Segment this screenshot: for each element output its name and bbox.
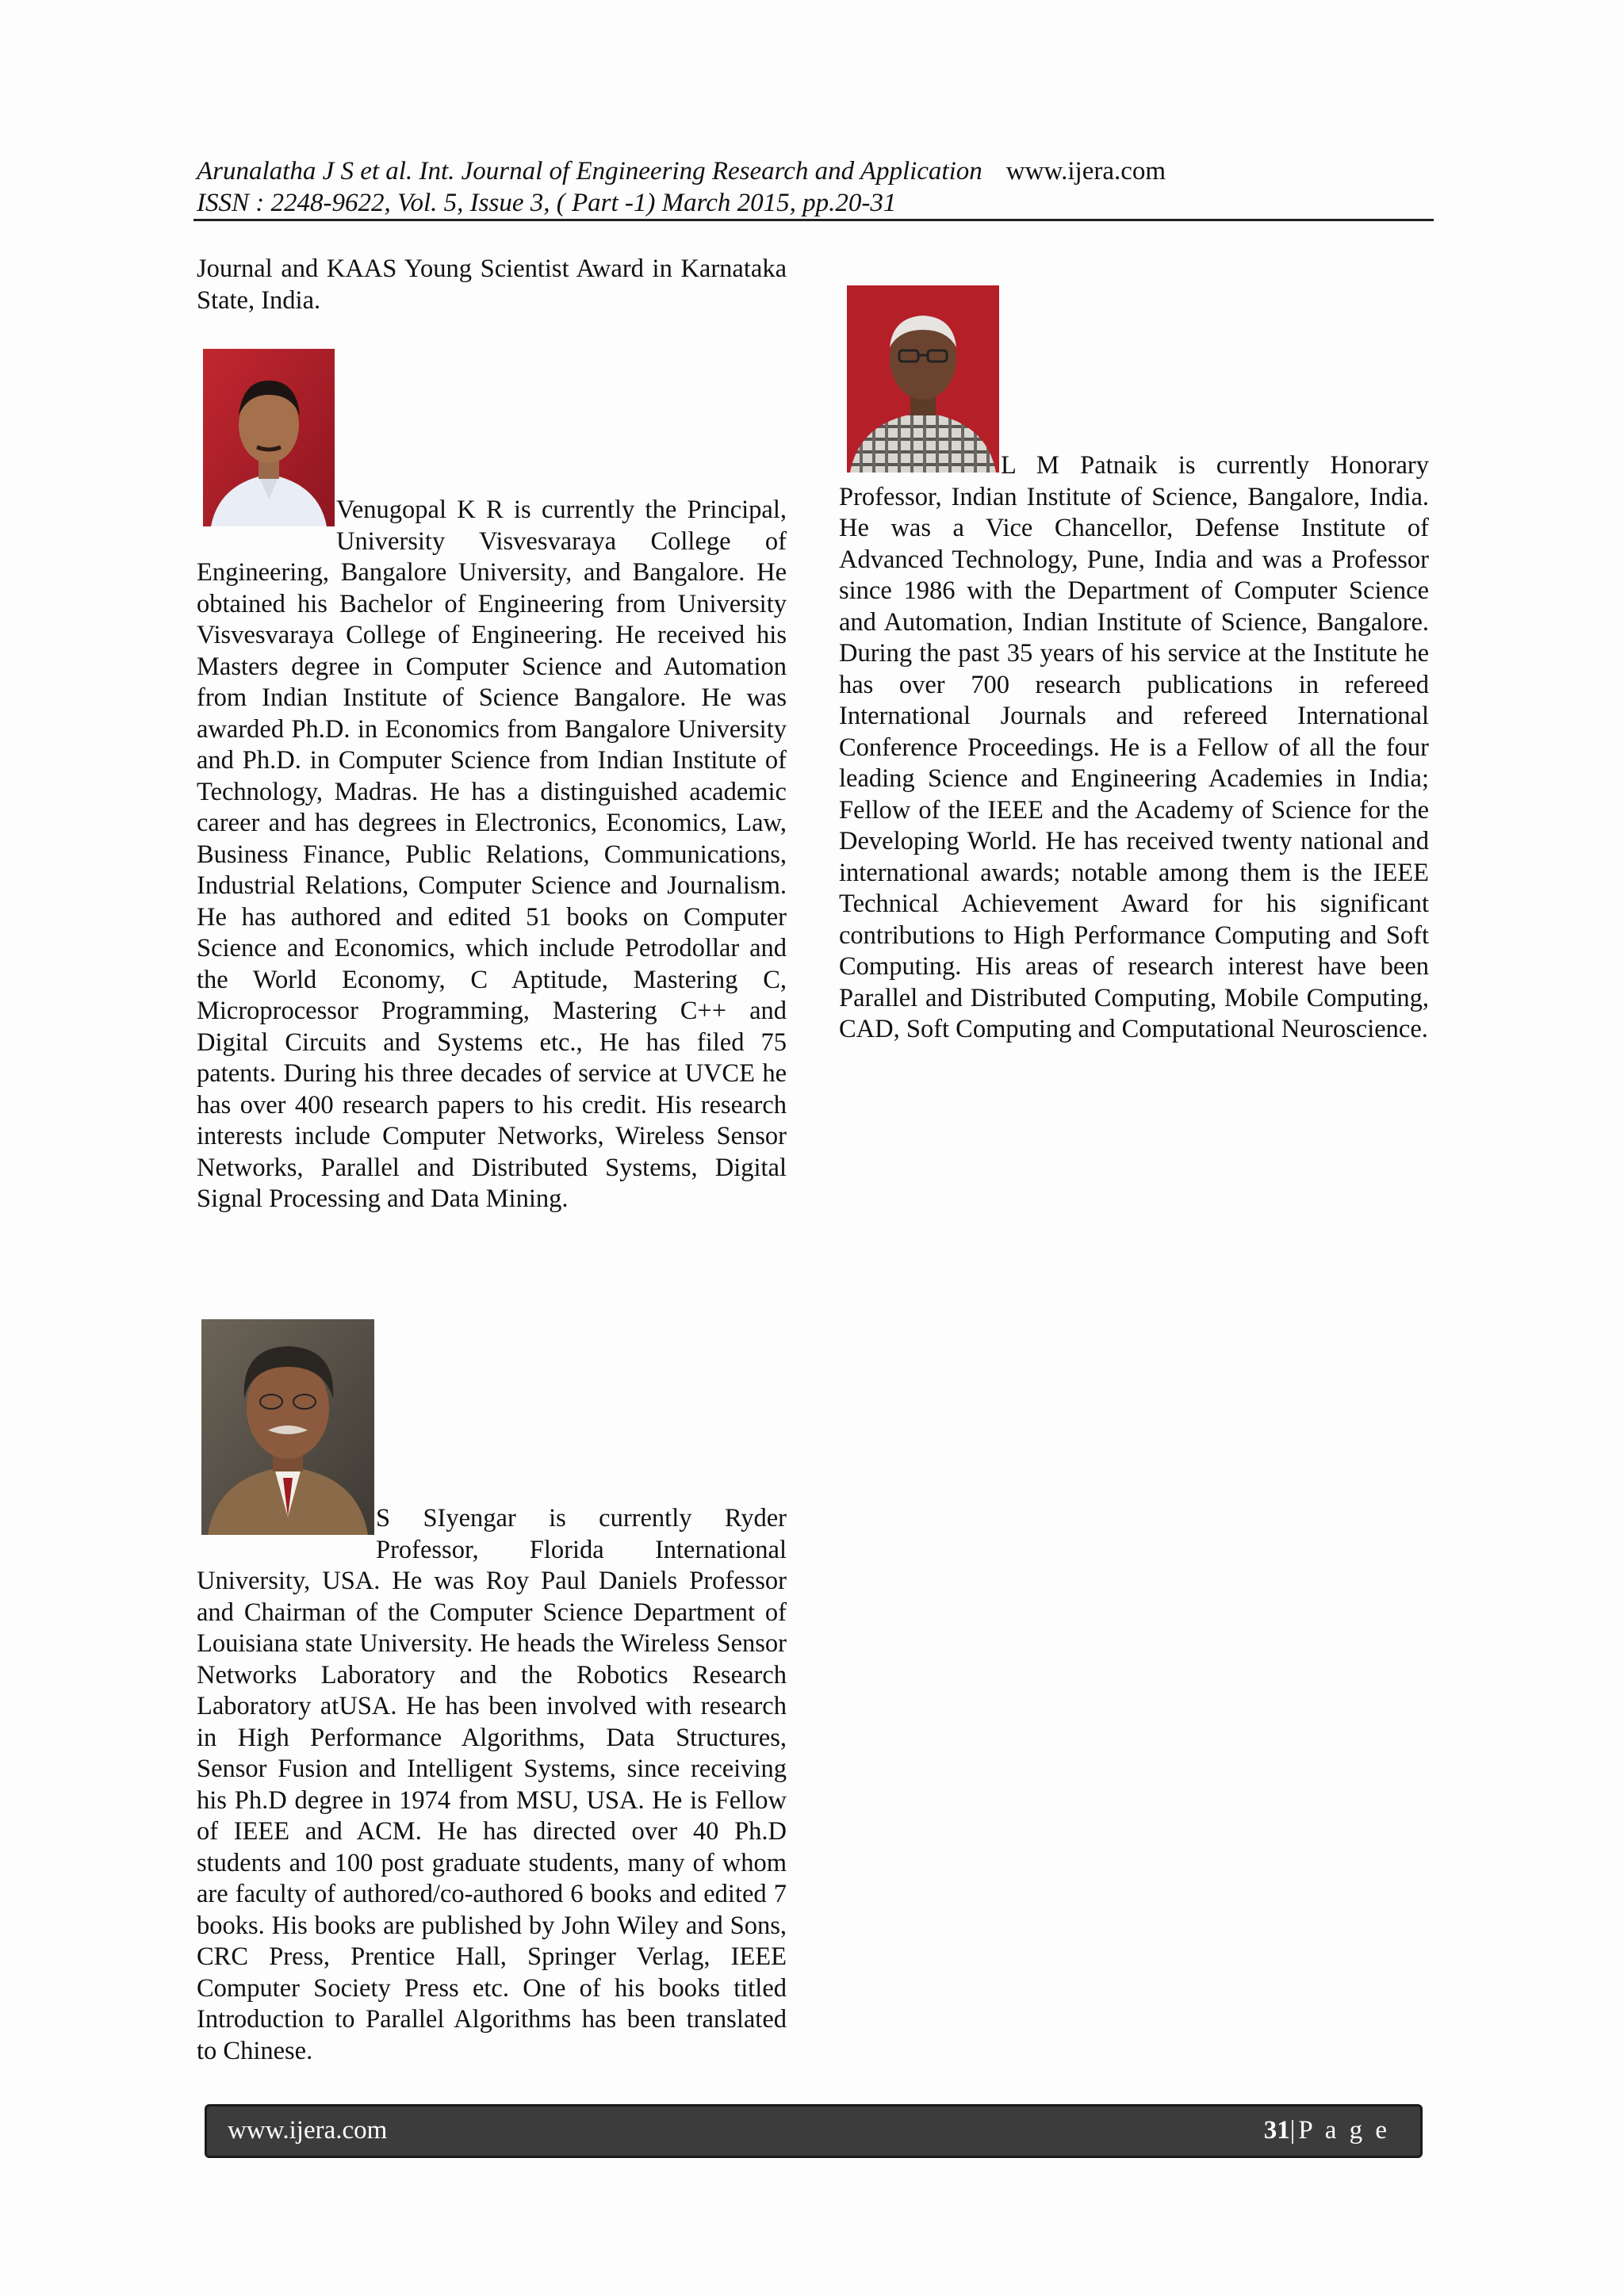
iyengar-bio-block	[197, 1319, 787, 2067]
iyengar-bio: S SIyengar is currently Ryder Professor, Florida International University, USA. He was Roy Paul Daniels Professor and Chairman of the Computer Science Department of Louisiana state University. He heads the Wireless Sensor Networks Laboratory and the Robotics Research Laboratory atUSA. He has been involved with research in High Performance Algorithms, Data Structures, Sensor Fusion and Intelligent Systems, since receiving his Ph.D degree in 1974 from MSU, USA. He is Fellow of IEEE and ACM. He has directed over 40 Ph.D students and 100 post graduate students, many of whom are faculty of authored/co-authored 6 books and edited 7 books. His books are published by John Wiley and Sons, CRC Press, Prentice Hall, Springer Verlag, IEEE Computer Society Press etc. One of his books titled Introduction to Parallel Algorithms has been translated to Chinese.	[197, 1504, 787, 2065]
header-divider	[193, 219, 1434, 221]
left-column	[197, 254, 787, 316]
page-label: |P a g e	[1289, 2116, 1390, 2145]
patnaik-bio: L M Patnaik is currently Honorary Professor, Indian Institute of Science, Bangalore, India. He was a Vice Chancellor, Defense Institute of Advanced Technology, Pune, India and was a Professor since 1986 with the Department of Computer Science and Automation, Indian Institute of Science, Bangalore. During the past 35 years of his service at the Institute he has over 700 research publications in refereed International Journals and refereed International Conference Proceedings. He is a Fellow of all the four leading Science and Engineering Academies in India; Fellow of the IEEE and the Academy of Science for the Developing World. He has received twenty national and international awards; notable among them is the IEEE Technical Achievement Award for his significant contributions to High Performance Computing and Soft Computing. His areas of research interest have been Parallel and Distributed Computing, Mobile Computing, CAD, Soft Computing and Computational Neuroscience.	[839, 451, 1429, 1043]
page-number-value: 31	[1263, 2116, 1290, 2145]
header-website-link[interactable]: www.ijera.com	[1005, 157, 1166, 186]
journal-citation: Arunalatha J S et al. Int. Journal of Engineering Research and Application	[197, 157, 982, 186]
venugopal-bio-block	[197, 349, 787, 1215]
patnaik-photo	[847, 285, 999, 473]
continued-paragraph: Journal and KAAS Young Scientist Award in Karnataka State, India.	[197, 254, 787, 315]
page-footer	[205, 2104, 1423, 2158]
footer-website-link[interactable]: www.ijera.com	[228, 2116, 388, 2145]
issn-line: ISSN : 2248-9622, Vol. 5, Issue 3, ( Part -1) March 2015, pp.20-31	[197, 189, 897, 217]
running-header	[197, 155, 1434, 219]
page-number	[1264, 2116, 1390, 2145]
patnaik-bio-block	[839, 285, 1429, 1046]
iyengar-photo	[201, 1319, 374, 1535]
venugopal-bio: Venugopal K R is currently the Principal, University Visvesvaraya College of Engineering, Bangalore University, and Bangalore. He obtained his Bachelor of Engineering from University Visvesvaraya College of Engineering. He received his Masters degree in Computer Science and Automation from Indian Institute of Science Bangalore. He was awarded Ph.D. in Economics from Bangalore University and Ph.D. in Computer Science from Indian Institute of Technology, Madras. He has a distinguished academic career and has degrees in Electronics, Economics, Law, Business Finance, Public Relations, Communications, Industrial Relations, Computer Science and Journalism. He has authored and edited 51 books on Computer Science and Economics, which include Petrodollar and the World Economy, C Aptitude, Mastering C, Microprocessor Programming, Mastering C++ and Digital Circuits and Systems etc., He has filed 75 patents. During his three decades of service at UVCE he has over 400 research papers to his credit. His research interests include Computer Networks, Wireless Sensor Networks, Parallel and Distributed Systems, Digital Signal Processing and Data Mining.	[197, 496, 787, 1213]
venugopal-photo	[203, 349, 335, 526]
